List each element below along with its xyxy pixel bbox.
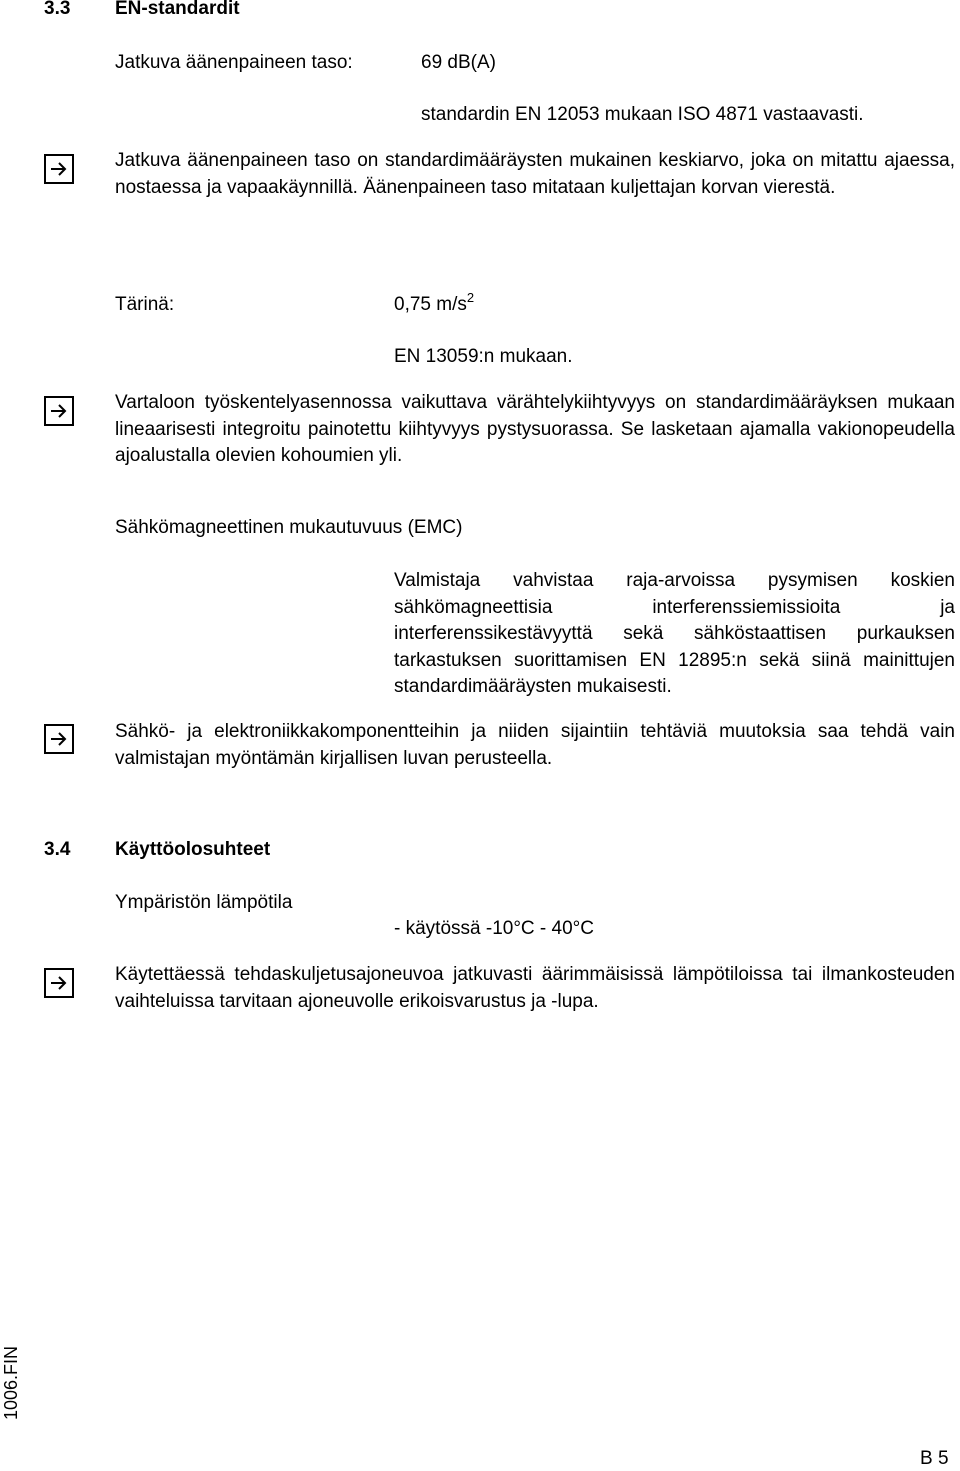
vibration-note: Vartaloon työskentelyasennossa vaikuttava värähtelykiihtyvyys on standardimääräyksen mukaan lineaarisesti integroitu painotettu kiihtyvyys pystysuorassa. Se lasketaan ajamalla vakionopeudella ajoalustalla olevien kohoumien yli. [115, 392, 955, 466]
arrow-icon [44, 968, 74, 998]
emc-label: Sähkömagneettinen mukautuvuus (EMC) [115, 517, 463, 538]
arrow-icon [44, 154, 74, 184]
noise-standard: standardin EN 12053 mukaan ISO 4871 vastaavasti. [421, 104, 864, 125]
arrow-icon [44, 396, 74, 426]
ambient-note: Käytettäessä tehdaskuljetusajoneuvoa jatkuvasti äärimmäisissä lämpötiloissa tai ilmankosteuden vaihteluissa tarvitaan ajoneuvolle erikoisvarustus ja -lupa. [115, 964, 955, 1012]
arrow-icon [44, 724, 74, 754]
page-number: B 5 [920, 1448, 949, 1469]
section-number: 3.4 [44, 839, 71, 860]
noise-value: 69 dB(A) [421, 52, 496, 73]
vibration-exponent: 2 [466, 290, 475, 305]
section-title: Käyttöolosuhteet [115, 839, 271, 860]
section-number: 3.3 [44, 0, 71, 19]
vibration-label: Tärinä: [115, 294, 175, 315]
document-code: 1006.FIN [1, 1345, 21, 1420]
emc-text: Valmistaja vahvistaa raja-arvoissa pysymisen koskien sähkömagneettisia interferenssiemissioita ja interferenssikestävyyttä sekä sähköstaattisen purkauksen tarkastuksen suorittamisen EN 12895:n sekä siinä mainittujen standardimääräysten mukaisesti. [394, 570, 955, 697]
vibration-value: 0,75 $m/s^2$ [394, 290, 475, 315]
noise-note: Jatkuva äänenpaineen taso on standardimääräysten mukainen keskiarvo, joka on mitattu ajaessa, nostaessa ja vapaakäynnillä. Äänenpaineen taso mitataan kuljettajan korvan vierestä. [115, 150, 955, 198]
emc-note: Sähkö- ja elektroniikkakomponentteihin ja niiden sijaintiin tehtäviä muutoksia saa tehdä vain valmistajan myöntämän kirjallisen luvan perusteella. [115, 721, 955, 769]
ambient-value: - käytössä -10°C - 40°C [394, 918, 594, 939]
ambient-label: Ympäristön lämpötila [115, 892, 293, 913]
section-title: EN-standardit [115, 0, 240, 19]
noise-label: Jatkuva äänenpaineen taso: [115, 52, 353, 73]
vibration-standard: EN 13059:n mukaan. [394, 346, 573, 367]
